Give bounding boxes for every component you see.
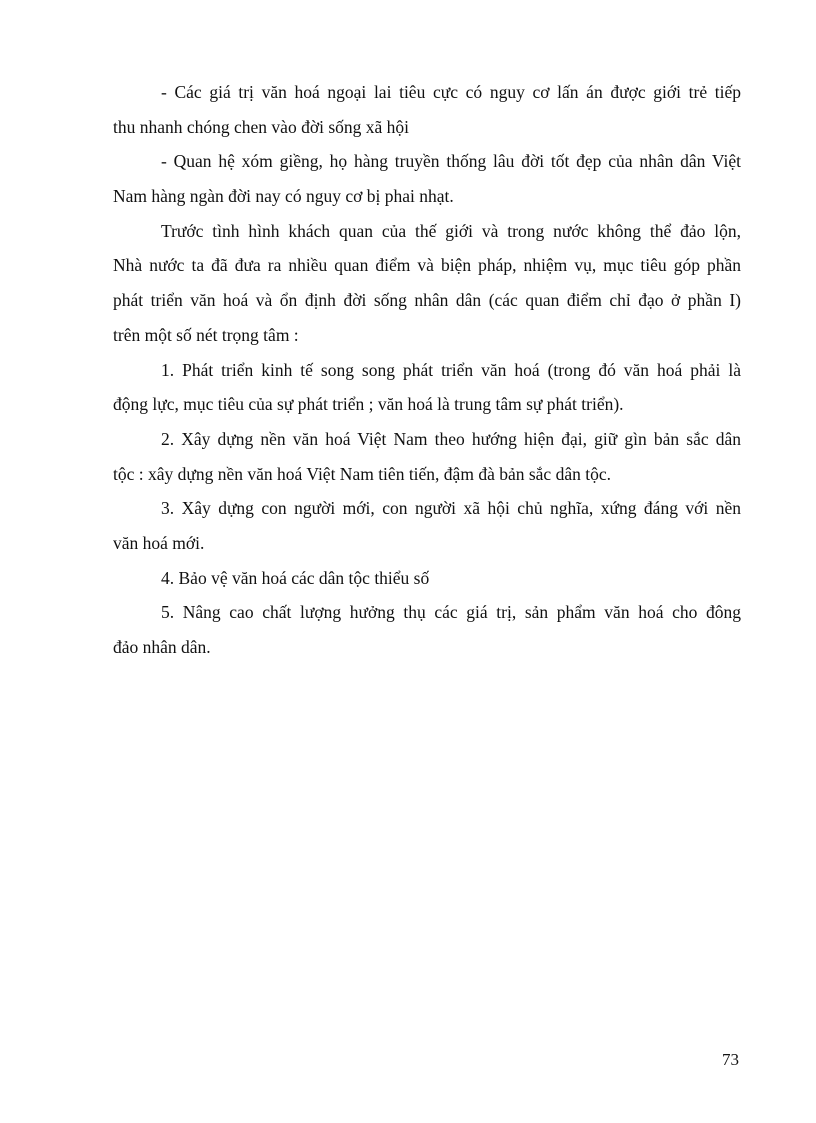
paragraph-line: phát triển văn hoá và ổn định đời sống nhân dân (các quan điểm chỉ đạo ở phần I) <box>113 290 741 311</box>
paragraph-line: Nhà nước ta đã đưa ra nhiều quan điểm và biện pháp, nhiệm vụ, mục tiêu góp phần <box>113 255 741 276</box>
paragraph-line: động lực, mục tiêu của sự phát triển ; văn hoá là trung tâm sự phát triển). <box>113 394 624 415</box>
paragraph-line: thu nhanh chóng chen vào đời sống xã hội <box>113 116 410 137</box>
page-number: 73 <box>722 1050 739 1069</box>
paragraph-line: 2. Xây dựng nền văn hoá Việt Nam theo hướng hiện đại, giữ gìn bản sắc dân <box>161 428 741 449</box>
paragraph-line: - Quan hệ xóm giềng, họ hàng truyền thống lâu đời tốt đẹp của nhân dân Việt <box>161 151 741 172</box>
paragraph-line: Trước tình hình khách quan của thế giới và trong nước không thể đảo lộn, <box>161 220 741 241</box>
document-body <box>113 80 741 670</box>
paragraph <box>113 566 741 601</box>
paragraph <box>113 496 741 565</box>
paragraph-line: 3. Xây dựng con người mới, con người xã hội chủ nghĩa, xứng đáng với nền <box>161 498 741 519</box>
paragraph-line: văn hoá mới. <box>113 532 205 553</box>
paragraph-line: đảo nhân dân. <box>113 637 211 657</box>
paragraph <box>113 600 741 669</box>
paragraph-line: 4. Bảo vệ văn hoá các dân tộc thiểu số <box>161 567 430 588</box>
paragraph <box>113 219 741 358</box>
paragraph <box>113 80 741 149</box>
paragraph-line: trên một số nét trọng tâm : <box>113 324 299 345</box>
paragraph-line: 1. Phát triển kinh tế song song phát triển văn hoá (trong đó văn hoá phải là <box>161 359 741 380</box>
paragraph <box>113 149 741 218</box>
paragraph-line: Nam hàng ngàn đời nay có nguy cơ bị phai nhạt. <box>113 186 454 207</box>
paragraph-line: - Các giá trị văn hoá ngoại lai tiêu cực có nguy cơ lấn án được giới trẻ tiếp <box>161 82 741 102</box>
paragraph-line: 5. Nâng cao chất lượng hưởng thụ các giá trị, sản phẩm văn hoá cho đông <box>161 602 741 623</box>
paragraph <box>113 427 741 496</box>
paragraph-line: tộc : xây dựng nền văn hoá Việt Nam tiên tiến, đậm đà bản sắc dân tộc. <box>113 463 611 484</box>
paragraph <box>113 358 741 427</box>
